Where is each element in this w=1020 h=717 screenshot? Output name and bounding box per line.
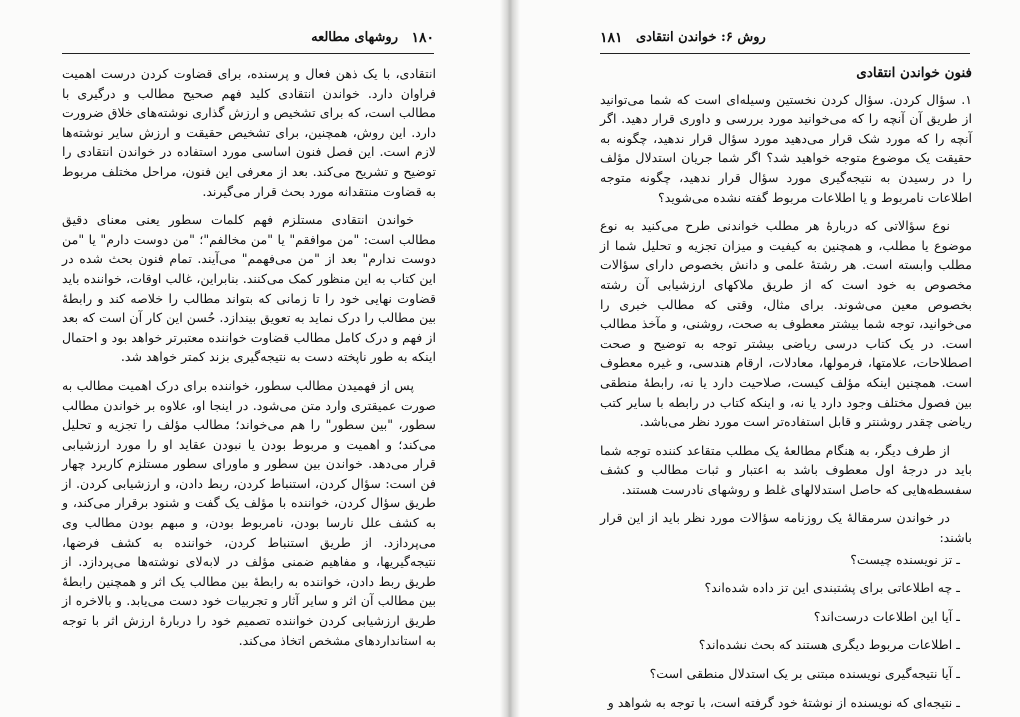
section-title: فنون خواندن انتقادی — [856, 65, 972, 81]
left-header-rule — [62, 53, 434, 54]
right-paragraph-4: در خواندن سرمقالهٔ یک روزنامه سؤالات مورد نظر باید از این قرار باشند: — [600, 510, 972, 546]
right-paragraph-2: نوع سؤالاتی که دربارهٔ هر مطلب خواندنی طرح می‌کنید به نوع موضوع یا مطلب، و همچنین به کیفیت و میزان تجزیه و تحلیل شما از مطلب وابسته است. هر رشتهٔ علمی و دانش بخصوص دارای سؤالات مخصوص به خود است که از طریق ملاکهای ارزشیابی آن رشته بخصوص معین می‌شوند. برای مثال، وقتی که مطالب خبری را می‌خوانید، توجه شما بیشتر معطوف به صحت، روشنی، و مآخذ مطالب است. در یک کتاب درسی ریاضی بیشتر توجه به توضیح و صحت اصطلاحات، علامتها، فرمولها، معادلات، ارقام هندسی، و غیره معطوف است. همچنین اینکه مؤلف کیست، صلاحیت دارد یا نه، رابطهٔ منطقی بین فصول مختلف وجود دارد یا نه، و اینکه کتاب در رابطه با سایر کتب ریاضی چقدر روشنتر و قابل استفاده‌تر است مورد نظر می‌باشد. — [600, 218, 972, 430]
question-item: ـ آیا نتیجه‌گیری نویسنده مبتنی بر یک استدلال منطقی است؟ — [649, 666, 960, 682]
left-page-number: ۱۸۰ — [411, 30, 434, 46]
right-running-title: روش ۶: خواندن انتقادی — [636, 30, 766, 45]
right-page — [520, 0, 1020, 717]
question-item: ـ نتیجه‌ای که نویسنده از نوشتهٔ خود گرفته است، با توجه به شواهد و — [607, 694, 960, 710]
left-page-body — [62, 64, 436, 659]
left-paragraph-3: پس از فهمیدن مطالب سطور، خواننده برای درک اهمیت مطالب به صورت عمیقتری وارد متن می‌شود. در اینجا او، علاوه بر خواندن مطالب سطور، "بین سطور" را هم می‌خواند؛ مطالب مؤلف را تجزیه و تحلیل می‌کند؛ و اهمیت و مربوط بودن یا نبودن عقاید او را مورد ارزشیابی قرار می‌دهد. خواندن بین سطور و ماورای سطور مستلزم کاربرد چهار فن است: سؤال کردن، استنباط کردن، ربط دادن، و ارزشیابی کردن. از طریق سؤال کردن، خواننده با مؤلف یک گفت و شنود برقرار می‌کند، و به کشف علل نارسا بودن، نامربوط بودن، و مبهم بودن مطالب وی می‌پردازد. از طریق استنباط کردن، خواننده به کشف فرضها، نتیجه‌گیریها، و مفاهیم ضمنی مؤلف در لابه‌لای نوشته‌ها می‌پردازد. از طریق ربط دادن، خواننده به رابطهٔ بین مطالب یک اثر و همچنین رابطهٔ بین مطالب آن اثر و سایر آثار و تجربیات خود دست می‌یابد. و بالاخره از طریق ارزشیابی کردن خواننده تصمیم خود را دربارهٔ ارزش اثر با توجه به استانداردهای مشخص اتخاذ می‌کند. — [62, 377, 436, 648]
left-paragraph-1: انتقادی، با یک ذهن فعال و پرسنده، برای قضاوت کردن درست اهمیت فراوان دارد. خواندن انتقادی کلید فهم صحیح مطالب و درگیری با مطالب است، که برای تشخیص و ارزش گذاری نوشته‌های خلاق ضرورت دارد. این روش، همچنین، برای تشخیص حقیقت و ارزش سایر نوشته‌ها لازم است. این فصل فنون اساسی مورد استفاده در خواندن انتقادی را توضیح و تشریح می‌کند. بعد از معرفی این فنون، مراحل مختلف مربوط به قضاوت منتقدانه مورد بحث قرار می‌گیرند. — [62, 66, 436, 199]
left-page-header — [62, 30, 434, 52]
right-header-rule — [600, 53, 970, 54]
right-paragraph-3: از طرف دیگر، به هنگام مطالعهٔ یک مطلب متقاعد کننده توجه شما باید در درجهٔ اول معطوف باشد به اعتبار و ثبات مطالب و کشف سفسطه‌هایی که حاصل استدلالهای غلط و روشهای نادرست هستند. — [600, 442, 972, 497]
question-item: ـ چه اطلاعاتی برای پشتبندی این تز داده شده‌اند؟ — [704, 580, 960, 596]
question-item: ـ تز نویسنده چیست؟ — [850, 551, 960, 567]
right-page-number: ۱۸۱ — [600, 30, 623, 46]
left-paragraph-2: خواندن انتقادی مستلزم فهم کلمات سطور یعنی معنای دقیق مطالب است: "من موافقم" یا "من مخالفم"؛ "من دوست دارم" یا "من دوست ندارم" بعد از "من می‌فهمم" می‌آیند. تمام فنون بحث شده در این کتاب به این منظور کمک می‌کنند. بنابراین، غالب اوقات، خواننده باید قضاوت نهایی خود را تا زمانی که بتواند مطالب را خلاصه کند و رابطهٔ بین مطالب را درک نماید به تعویق بیندازد. حُسن این کار آن است که بعد از فهم و درک کامل مطالب قضاوت خواننده معتبرتر خواهد بود و احتمال اینکه به طور ناپخته دست به نتیجه‌گیری بزند کمتر خواهد شد. — [62, 212, 436, 365]
question-item: ـ اطلاعات مربوط دیگری هستند که بحث نشده‌اند؟ — [698, 637, 960, 653]
book-gutter — [500, 0, 520, 717]
right-paragraph-1: ۱. سؤال کردن. سؤال کردن نخستین وسیله‌ای است که شما می‌توانید از طریق آن آنچه را که می‌خوانید مورد بررسی و داوری قرار دهید. اگر آنچه را که مورد شک قرار می‌دهید مورد سؤال قرار ندهید، چگونه به حقیقت یک موضوع متوجه خواهید شد؟ اگر شما جریان استدلال مؤلف را در رسیدن به نتیجه‌گیری مورد سؤال قرار ندهید، چگونه متوجه اطلاعات نامربوط و یا اطلاعات مربوط گفته نشده می‌شوید؟ — [600, 91, 972, 205]
right-page-body — [600, 64, 972, 717]
left-running-title: روشهای مطالعه — [311, 30, 398, 45]
question-list — [600, 550, 972, 713]
left-page — [0, 0, 500, 717]
right-page-header — [600, 30, 970, 52]
question-item: ـ آیا این اطلاعات درست‌اند؟ — [813, 608, 960, 624]
